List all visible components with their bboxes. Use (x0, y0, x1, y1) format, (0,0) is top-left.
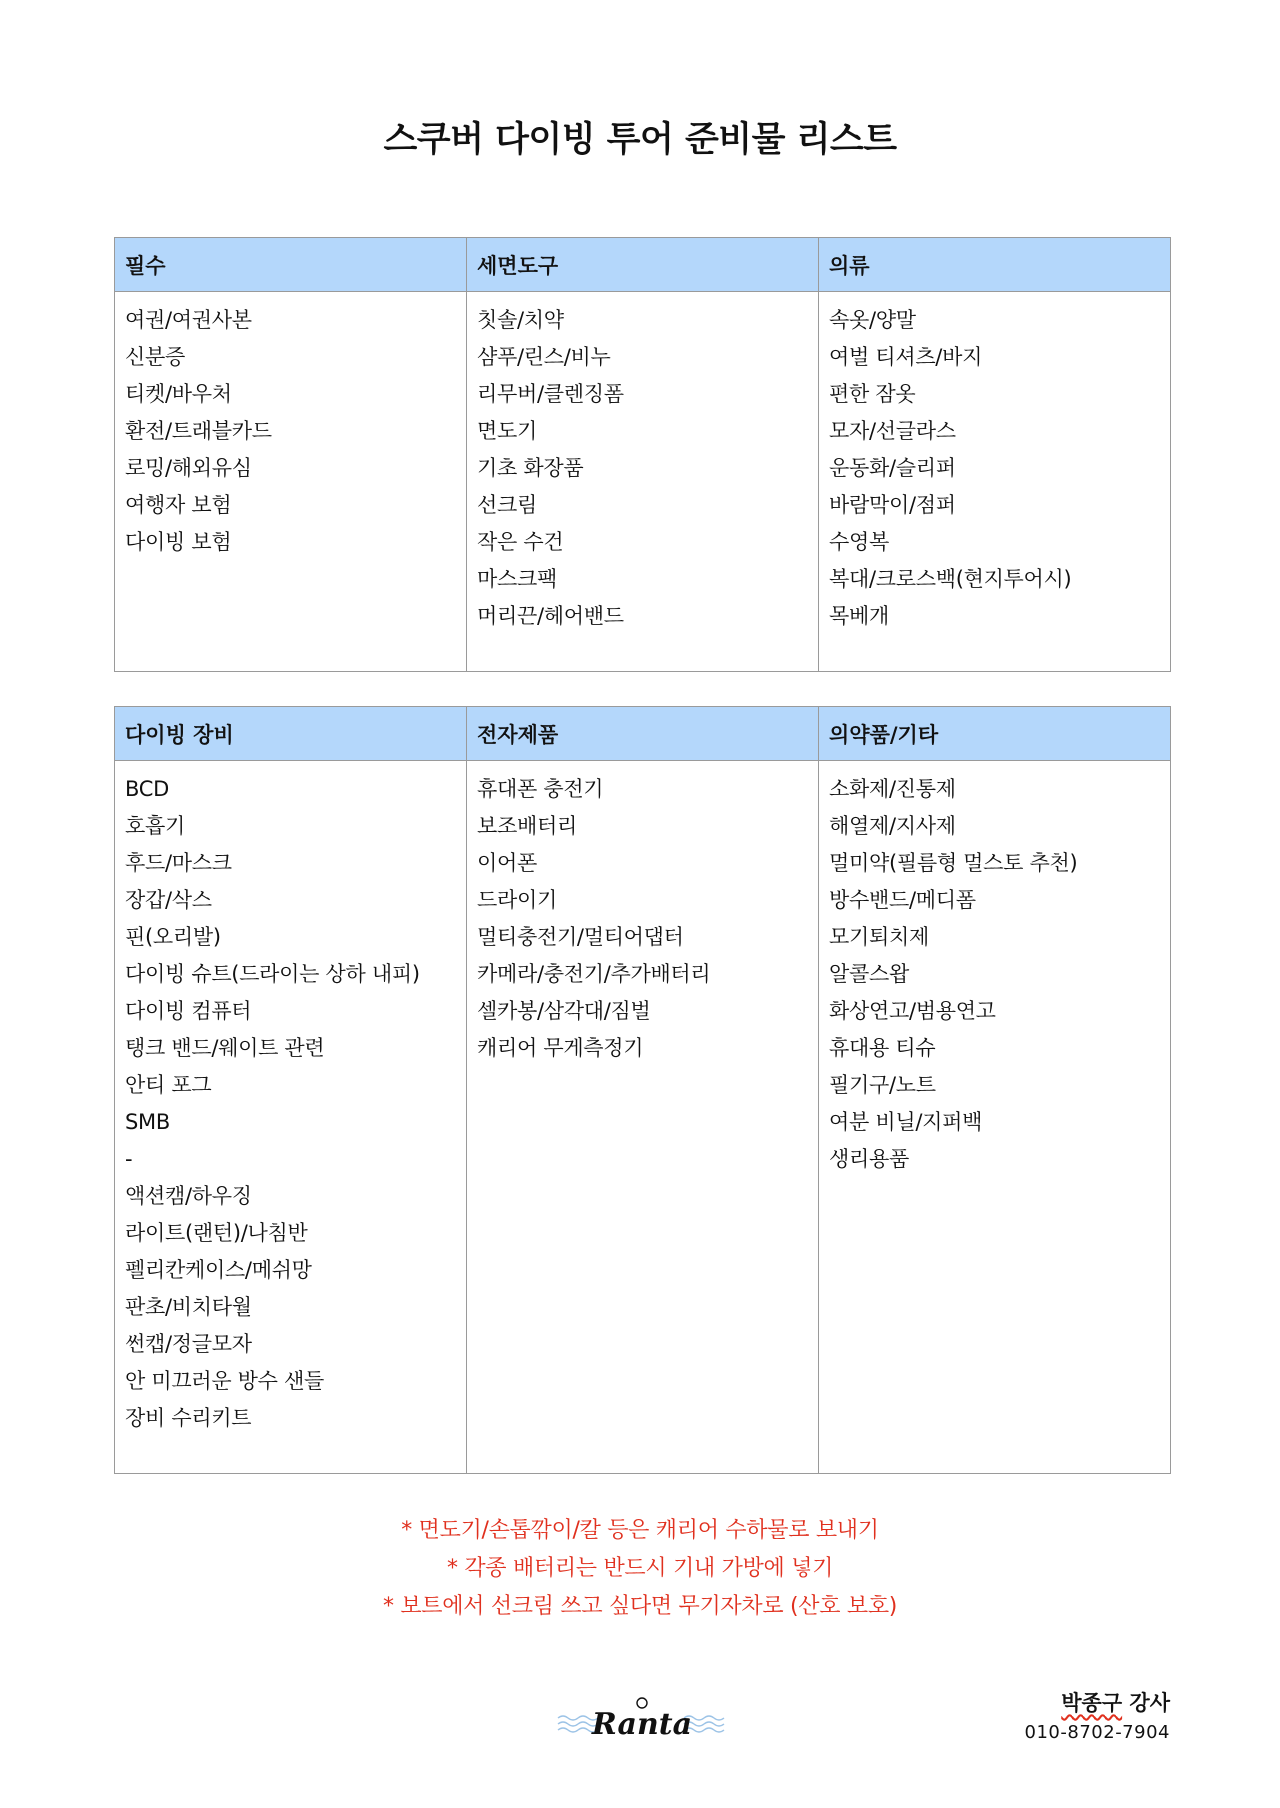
list-item: 다이빙 컴퓨터 (125, 999, 252, 1023)
checklist-table-gear (114, 706, 1171, 1474)
item-list (477, 771, 808, 1067)
column-cell (819, 292, 1171, 672)
list-item: 로밍/해외유심 (125, 456, 252, 480)
list-item: 방수밴드/메디폼 (829, 888, 976, 912)
note-line: * 면도기/손톱깎이/칼 등은 캐리어 수하물로 보내기 (401, 1518, 879, 1543)
author-role: 강사 (1129, 1691, 1170, 1715)
list-item: 여벌 티셔츠/바지 (829, 345, 983, 369)
list-item: 안 미끄러운 방수 샌들 (125, 1369, 324, 1393)
list-item: 운동화/슬리퍼 (829, 456, 956, 480)
list-item: 여권/여권사본 (125, 308, 252, 332)
list-item: 모기퇴치제 (829, 925, 929, 949)
column-cell (819, 761, 1171, 1474)
list-item: 알콜스왑 (829, 962, 909, 986)
list-item: 핀(오리발) (125, 925, 221, 949)
list-item: 신분증 (125, 345, 185, 369)
list-item: 머리끈/헤어밴드 (477, 604, 624, 628)
item-list (829, 302, 1160, 635)
list-item: 모자/선글라스 (829, 419, 956, 443)
list-item: 카메라/충전기/추가배터리 (477, 962, 711, 986)
list-item: 장비 수리키트 (125, 1406, 252, 1430)
list-item: 기초 화장품 (477, 456, 584, 480)
list-item: 여분 비닐/지퍼백 (829, 1110, 983, 1134)
list-item: 캐리어 무게측정기 (477, 1036, 644, 1060)
list-item: 편한 잠옷 (829, 382, 916, 406)
author-block (1025, 1688, 1170, 1748)
list-item: 휴대용 티슈 (829, 1036, 936, 1060)
list-item: BCD (125, 777, 169, 801)
item-list (477, 302, 808, 635)
list-item: SMB (125, 1110, 170, 1134)
list-item: 썬캡/정글모자 (125, 1332, 252, 1356)
list-item: 티켓/바우처 (125, 382, 232, 406)
list-item: 드라이기 (477, 888, 557, 912)
list-item: 판초/비치타월 (125, 1295, 252, 1319)
list-item: 액션캠/하우징 (125, 1184, 252, 1208)
list-item: 휴대폰 충전기 (477, 777, 604, 801)
list-item: 이어폰 (477, 851, 537, 875)
list-item: 샴푸/린스/비누 (477, 345, 611, 369)
page-title: 스쿠버 다이빙 투어 준비물 리스트 (383, 120, 897, 160)
list-item: 여행자 보험 (125, 493, 232, 517)
list-item: 목베개 (829, 604, 889, 628)
list-item: 다이빙 슈트(드라이는 상하 내피) (125, 962, 420, 986)
list-item: 작은 수건 (477, 530, 564, 554)
list-item: 셀카봉/삼각대/짐벌 (477, 999, 651, 1023)
author-name: 박종구 (1061, 1691, 1123, 1715)
logo-text: Ranta (591, 1707, 693, 1742)
column-header: 전자제품 (467, 707, 819, 761)
list-item: 소화제/진통제 (829, 777, 956, 801)
list-item: 보조배터리 (477, 814, 577, 838)
column-cell (115, 761, 467, 1474)
list-item: 안티 포그 (125, 1073, 212, 1097)
column-cell (467, 292, 819, 672)
checklist-table-basic (114, 237, 1171, 672)
list-item: 속옷/양말 (829, 308, 916, 332)
list-item: 필기구/노트 (829, 1073, 936, 1097)
list-item: 해열제/지사제 (829, 814, 956, 838)
notes (0, 1512, 1280, 1626)
column-header: 의약품/기타 (819, 707, 1171, 761)
list-item: - (125, 1147, 133, 1171)
column-header: 필수 (115, 238, 467, 292)
list-item: 선크림 (477, 493, 537, 517)
item-list (125, 771, 456, 1437)
column-cell (115, 292, 467, 672)
note-line: * 보트에서 선크림 쓰고 싶다면 무기자차로 (산호 보호) (382, 1594, 898, 1619)
column-header: 다이빙 장비 (115, 707, 467, 761)
list-item: 마스크팩 (477, 567, 557, 591)
list-item: 환전/트래블카드 (125, 419, 272, 443)
list-item: 화상연고/범용연고 (829, 999, 996, 1023)
list-item: 면도기 (477, 419, 537, 443)
list-item: 칫솔/치약 (477, 308, 564, 332)
list-item: 리무버/클렌징폼 (477, 382, 624, 406)
list-item: 생리용품 (829, 1147, 909, 1171)
list-item: 펠리칸케이스/메쉬망 (125, 1258, 312, 1282)
list-item: 장갑/삭스 (125, 888, 212, 912)
ranta-logo (556, 1694, 728, 1748)
list-item: 바람막이/점퍼 (829, 493, 956, 517)
list-item: 후드/마스크 (125, 851, 232, 875)
column-cell (467, 761, 819, 1474)
list-item: 라이트(랜턴)/나침반 (125, 1221, 308, 1245)
list-item: 멀티충전기/멀티어댑터 (477, 925, 684, 949)
note-line: * 각종 배터리는 반드시 기내 가방에 넣기 (446, 1556, 834, 1581)
column-header: 세면도구 (467, 238, 819, 292)
list-item: 호흡기 (125, 814, 185, 838)
list-item: 탱크 밴드/웨이트 관련 (125, 1036, 325, 1060)
list-item: 수영복 (829, 530, 889, 554)
list-item: 멀미약(필름형 멀스토 추천) (829, 851, 1078, 875)
list-item: 다이빙 보험 (125, 530, 232, 554)
item-list (125, 302, 456, 561)
column-header: 의류 (819, 238, 1171, 292)
list-item: 복대/크로스백(현지투어시) (829, 567, 1072, 591)
author-phone: 010-8702-7904 (1024, 1722, 1170, 1743)
item-list (829, 771, 1160, 1178)
